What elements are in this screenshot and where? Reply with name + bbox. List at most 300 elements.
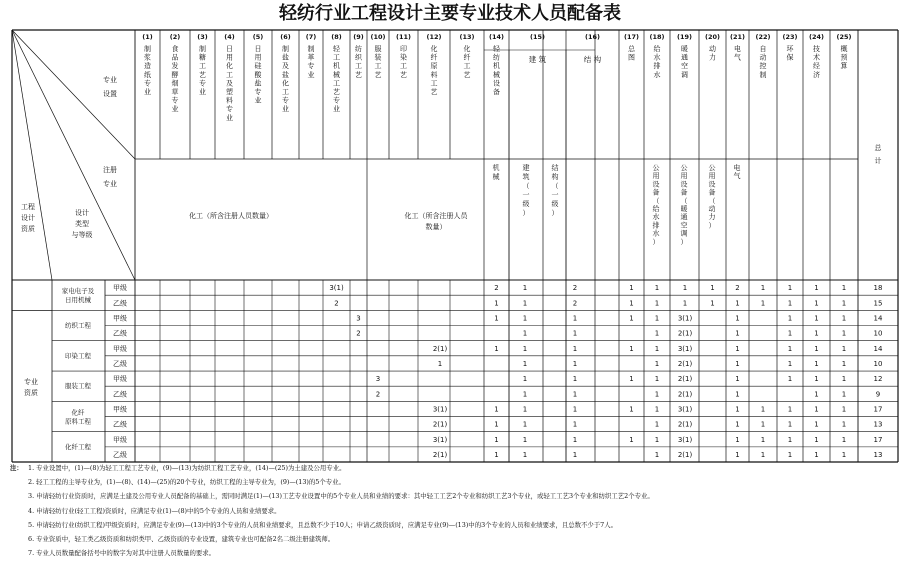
category-name: 印染工程 — [65, 351, 91, 360]
data-cell: 1 — [814, 299, 819, 308]
column-name-11: 艺 — [400, 70, 407, 79]
column-name-12: 化 — [430, 45, 438, 53]
grade-label: 乙级 — [113, 451, 127, 460]
column-name-5: 酸 — [254, 70, 262, 79]
data-cell: 1 — [654, 420, 660, 429]
data-cell: 1 — [787, 405, 793, 414]
column-name-18: 水 — [653, 70, 661, 79]
column-name-14: 设 — [493, 79, 500, 88]
registered-struct: （ — [551, 182, 559, 190]
data-cell: 1 — [654, 405, 660, 414]
column-name-8: 械 — [333, 70, 340, 79]
registered-water: 用 — [652, 172, 660, 181]
column-number: (15) — [530, 33, 545, 41]
column-name-17: 总 — [628, 45, 635, 53]
column-name-9: 艺 — [355, 70, 362, 79]
data-cell: 3(1) — [677, 344, 693, 353]
column-name-24: 经 — [813, 62, 820, 71]
data-cell: 1 — [841, 360, 847, 369]
registered-hvac: 空 — [680, 221, 688, 230]
total-header: 总 — [874, 144, 882, 152]
data-cell: 1 — [629, 405, 634, 414]
data-cell: 1 — [494, 314, 499, 323]
column-number: (1) — [142, 33, 153, 41]
grade-label: 乙级 — [113, 360, 127, 369]
row-total: 9 — [875, 390, 881, 399]
data-cell: 1 — [735, 299, 740, 308]
registered-struct: ） — [551, 209, 559, 217]
column-name-1: 业 — [144, 88, 151, 96]
corner-label-registered: 专业 — [103, 180, 117, 188]
data-cell: 1 — [654, 329, 660, 338]
registered-mech: 械 — [492, 173, 500, 181]
data-cell: 1 — [572, 360, 578, 369]
registered-hvac: 通 — [680, 213, 688, 222]
column-number: (14) — [489, 33, 504, 41]
data-cell: 1 — [572, 390, 578, 399]
grade-label: 乙级 — [113, 299, 127, 308]
data-cell: 1 — [494, 344, 499, 353]
column-name-14: 备 — [493, 88, 500, 96]
corner-label-design-type: 设计 — [75, 209, 89, 217]
data-cell: 1 — [760, 405, 766, 414]
note-line-4 — [10, 504, 895, 518]
registered-arch: 筑 — [522, 173, 530, 181]
data-cell: 1 — [787, 435, 793, 444]
registered-water: 设 — [652, 180, 660, 189]
registered-water: ） — [652, 237, 660, 246]
column-name-13: 工 — [463, 62, 471, 71]
column-name-25: 预 — [840, 53, 848, 62]
data-cell: 1 — [814, 360, 819, 369]
column-name-25: 算 — [840, 62, 848, 71]
column-name-15: 建 筑 — [528, 55, 547, 64]
note-line-5 — [10, 518, 895, 532]
data-cell: 1 — [787, 284, 793, 293]
data-cell: 1 — [787, 360, 793, 369]
data-cell: 1 — [522, 360, 528, 369]
column-name-24: 济 — [813, 70, 820, 79]
data-cell: 1 — [814, 451, 819, 460]
registered-arch: （ — [522, 182, 530, 190]
row-total: 17 — [873, 405, 883, 414]
data-cell: 2 — [356, 329, 361, 338]
note-item: 5. 申请轻纺行业(纺织工程)甲级资质时，应满足专业(9)—(13)中的3个专业的人员和业绩要求，且总数不少于10人；申请乙级资质时，应满足专业(9)—(13)中的3个专业的人员和业绩要求，且总数不少于7人。 — [28, 520, 618, 529]
column-name-24: 术 — [813, 53, 820, 62]
corner-label-design-type: 类型 — [75, 220, 89, 228]
column-name-20: 力 — [709, 53, 716, 62]
data-cell: 1 — [572, 420, 578, 429]
data-cell: 1 — [494, 299, 499, 308]
column-number: (6) — [280, 33, 291, 41]
data-cell: 1 — [787, 344, 793, 353]
data-cell: 1 — [522, 284, 528, 293]
registered-water: （ — [652, 196, 660, 205]
registered-power: 备 — [708, 188, 716, 197]
data-cell: 2(1) — [677, 420, 693, 429]
column-name-5: 专 — [254, 88, 262, 96]
data-cell: 1 — [841, 375, 847, 384]
data-cell: 1 — [494, 451, 499, 460]
column-name-14: 械 — [493, 70, 500, 79]
column-name-13: 纤 — [463, 53, 471, 62]
data-cell: 2 — [494, 284, 499, 293]
column-name-8: 专 — [333, 96, 340, 105]
data-cell: 1 — [735, 375, 740, 384]
column-name-5: 硅 — [254, 62, 262, 71]
registered-power: ） — [708, 221, 716, 230]
data-cell: 1 — [814, 329, 819, 338]
registered-struct: 级 — [551, 200, 559, 208]
data-cell: 2 — [334, 299, 339, 308]
column-name-8: 机 — [333, 62, 340, 71]
registered-power: 力 — [708, 213, 716, 222]
data-cell: 1 — [841, 420, 847, 429]
corner-label-design-type: 与等级 — [71, 231, 93, 239]
registered-elec: 气 — [733, 172, 741, 181]
column-name-2: 草 — [171, 88, 179, 96]
category-group-label: 专业 — [24, 378, 38, 387]
column-name-1: 制 — [144, 45, 151, 53]
registered-hvac: 调 — [680, 229, 688, 238]
registered-water: 给 — [652, 205, 660, 213]
data-cell: 1 — [814, 435, 819, 444]
data-cell: 1 — [841, 435, 847, 444]
data-cell: 1 — [572, 344, 578, 353]
data-cell: 1 — [629, 375, 634, 384]
data-cell: 2(1) — [677, 360, 693, 369]
note-item: 3. 申请轻纺行业资质时，应满足土建及公用专业人员配备的基础上，需同时满足(1)—(13)工艺专业设置中的5个专业人员和业绩的要求：其中轻工工艺2个专业和纺织工艺3个专业，或轻工工艺3个专业和纺织工艺2个专业。 — [28, 492, 654, 501]
data-cell: 1 — [814, 314, 819, 323]
data-cell: 1 — [760, 299, 766, 308]
data-cell: 2(1) — [677, 375, 693, 384]
data-cell: 1 — [760, 420, 766, 429]
table-text — [21, 33, 883, 459]
data-cell: 1 — [522, 344, 528, 353]
column-name-11: 印 — [400, 45, 407, 53]
registered-chem-group-2: 数量） — [425, 223, 447, 231]
data-cell: 1 — [494, 405, 499, 414]
column-number: (4) — [224, 33, 235, 41]
column-number: (7) — [305, 33, 317, 41]
data-cell: 2(1) — [432, 344, 448, 353]
data-cell: 1 — [437, 360, 443, 369]
data-cell: 1 — [572, 405, 578, 414]
data-cell: 1 — [841, 299, 847, 308]
note-item: 1. 专业设置中，(1)—(8)为轻工工程工艺专业，(9)—(13)为纺织工程工艺专业，(14)—(25)为土建及公用专业。 — [28, 464, 346, 472]
data-cell: 1 — [522, 451, 528, 460]
category-name: 原料工程 — [65, 417, 91, 426]
column-name-6: 及 — [282, 62, 289, 71]
data-cell: 1 — [735, 390, 740, 399]
column-name-13: 艺 — [463, 70, 471, 79]
registered-arch: 级 — [522, 200, 530, 208]
column-name-14: 轻 — [493, 45, 500, 53]
data-cell: 1 — [654, 299, 660, 308]
column-number: (24) — [809, 33, 824, 41]
column-name-12: 纤 — [430, 53, 438, 62]
column-name-21: 电 — [734, 45, 741, 53]
data-cell: 1 — [572, 375, 578, 384]
registered-struct: 构 — [551, 173, 559, 181]
data-cell: 2(1) — [677, 329, 693, 338]
data-cell: 1 — [494, 420, 499, 429]
data-cell: 1 — [735, 420, 740, 429]
column-name-11: 染 — [400, 53, 407, 62]
data-cell: 1 — [654, 344, 660, 353]
column-name-2: 发 — [171, 62, 179, 71]
column-number: (3) — [197, 33, 208, 41]
registered-hvac: 用 — [680, 172, 688, 181]
column-name-2: 酵 — [171, 70, 179, 79]
registered-water: 水 — [652, 213, 660, 222]
data-cell: 1 — [841, 405, 847, 414]
column-name-14: 机 — [493, 62, 500, 71]
column-name-19: 调 — [681, 70, 688, 79]
column-name-19: 暖 — [681, 45, 688, 53]
data-cell: 3(1) — [677, 405, 693, 414]
category-name: 家电电子及 — [61, 287, 95, 296]
data-cell: 2(1) — [432, 451, 448, 460]
data-cell: 1 — [629, 284, 634, 293]
column-number: (17) — [624, 33, 639, 41]
note-item: 6. 专业资质中，轻工类乙级资质和纺织类甲、乙级资质的专业设置，建筑专业也可配备2名二级注册建筑师。 — [28, 535, 335, 544]
grade-label: 甲级 — [113, 405, 127, 414]
column-name-4: 日 — [226, 45, 233, 53]
column-name-4: 专 — [226, 105, 233, 114]
row-total: 17 — [873, 435, 883, 444]
corner-label-qualification: 工程 — [21, 203, 35, 211]
column-name-6: 工 — [282, 88, 289, 96]
row-total: 13 — [873, 451, 883, 460]
data-cell: 2(1) — [677, 390, 693, 399]
registered-hvac: 公 — [680, 164, 688, 172]
data-cell: 1 — [760, 435, 766, 444]
column-name-10: 艺 — [374, 70, 382, 79]
corner-label-qualification: 设计 — [21, 214, 35, 222]
column-name-5: 日 — [254, 45, 262, 53]
grade-label: 甲级 — [113, 314, 127, 323]
column-number: (19) — [677, 33, 692, 41]
data-cell: 2 — [572, 299, 578, 308]
registered-hvac: 备 — [680, 188, 688, 197]
column-name-16: 结 构 — [583, 55, 602, 64]
registered-arch: 建 — [522, 164, 530, 172]
data-cell: 1 — [654, 314, 660, 323]
note-item: 4. 申请轻纺行业(轻工工程)资质时，应满足专业(1)—(8)中的5个专业的人员和业绩要求。 — [28, 506, 281, 515]
registered-hvac: 暖 — [680, 205, 688, 213]
data-cell: 1 — [522, 390, 528, 399]
registered-elec: 电 — [733, 164, 741, 172]
column-name-2: 专 — [171, 96, 179, 105]
row-total: 18 — [873, 284, 883, 293]
data-cell: 1 — [629, 314, 634, 323]
column-name-14: 纺 — [493, 53, 500, 62]
column-number: (13) — [459, 33, 475, 41]
data-cell: 1 — [814, 390, 819, 399]
row-total: 14 — [873, 314, 883, 323]
row-total: 12 — [873, 375, 883, 384]
data-cell: 1 — [814, 405, 819, 414]
column-name-13: 化 — [463, 45, 471, 53]
column-name-23: 环 — [786, 45, 794, 53]
registered-mech: 机 — [492, 164, 500, 172]
row-total: 14 — [873, 344, 883, 353]
row-total: 10 — [873, 360, 883, 369]
column-name-2: 品 — [171, 53, 179, 62]
note-item: 2. 轻工工程的主导专业为，(1)—(8)、(14)—(25)的20个专业，纺织工程的主导专业为，(9)—(13)的5个专业。 — [28, 478, 345, 487]
category-name: 日用机械 — [65, 296, 91, 305]
category-name: 纺织工程 — [65, 321, 91, 330]
registered-chem-group-2: 化工（所含注册人员 — [404, 212, 468, 220]
registered-struct: 一 — [551, 191, 559, 199]
category-name: 化纤工程 — [65, 442, 91, 451]
column-name-3: 糖 — [199, 53, 206, 62]
data-cell: 1 — [787, 420, 793, 429]
column-name-8: 艺 — [333, 88, 340, 96]
column-name-19: 空 — [681, 62, 688, 71]
column-number: (23) — [782, 33, 798, 41]
column-name-10: 装 — [374, 53, 382, 62]
column-name-1: 浆 — [144, 53, 151, 62]
data-cell: 1 — [572, 314, 578, 323]
column-name-1: 造 — [144, 62, 151, 71]
column-number: (10) — [370, 33, 386, 41]
column-name-8: 工 — [333, 79, 340, 88]
grade-label: 甲级 — [113, 435, 127, 444]
data-cell: 3(1) — [677, 435, 693, 444]
data-cell: 1 — [654, 375, 660, 384]
registered-water: 水 — [652, 229, 660, 238]
column-number: (8) — [331, 33, 342, 41]
column-name-22: 动 — [759, 53, 767, 62]
column-number: (9) — [353, 33, 364, 41]
column-name-9: 工 — [355, 62, 362, 71]
column-name-21: 气 — [734, 53, 741, 62]
column-number: (2) — [169, 33, 181, 41]
grade-label: 甲级 — [113, 375, 127, 384]
column-name-22: 自 — [759, 45, 767, 53]
column-name-6: 盐 — [282, 70, 289, 79]
column-number: (11) — [396, 33, 411, 41]
column-name-4: 工 — [226, 70, 233, 79]
data-cell: 1 — [682, 284, 688, 293]
grade-label: 甲级 — [113, 344, 127, 353]
column-name-11: 工 — [400, 62, 407, 71]
column-name-1: 专 — [144, 79, 151, 88]
data-cell: 1 — [841, 390, 847, 399]
column-name-7: 革 — [307, 53, 315, 62]
column-name-4: 及 — [226, 79, 233, 88]
data-cell: 1 — [814, 420, 819, 429]
data-cell: 3 — [356, 314, 361, 323]
row-total: 13 — [873, 420, 883, 429]
column-number: (5) — [252, 33, 264, 41]
data-cell: 1 — [735, 405, 740, 414]
data-cell: 1 — [494, 435, 499, 444]
data-cell: 1 — [654, 284, 660, 293]
column-name-5: 用 — [254, 53, 262, 62]
column-name-18: 排 — [653, 62, 661, 71]
column-name-8: 工 — [333, 53, 340, 62]
corner-label-qualification: 资质 — [21, 225, 35, 233]
column-name-6: 化 — [282, 79, 289, 88]
data-cell: 1 — [654, 435, 660, 444]
column-name-12: 原 — [430, 62, 438, 71]
column-name-3: 专 — [199, 79, 206, 88]
data-cell: 2 — [572, 284, 578, 293]
column-name-5: 业 — [254, 96, 262, 105]
column-name-7: 制 — [307, 45, 315, 53]
data-cell: 1 — [522, 405, 528, 414]
category-group-label: 资质 — [24, 389, 38, 398]
data-cell: 1 — [735, 314, 740, 323]
registered-power: 公 — [708, 164, 716, 172]
column-name-3: 业 — [199, 88, 206, 96]
grade-label: 乙级 — [113, 329, 127, 338]
data-cell: 1 — [735, 329, 740, 338]
data-cell: 1 — [841, 451, 847, 460]
data-cell: 1 — [841, 314, 847, 323]
data-cell: 1 — [682, 299, 688, 308]
data-cell: 1 — [572, 451, 578, 460]
column-name-6: 盐 — [282, 53, 289, 62]
data-cell: 2 — [735, 284, 740, 293]
data-cell: 1 — [735, 451, 740, 460]
column-name-20: 动 — [709, 45, 716, 53]
column-name-6: 制 — [282, 45, 289, 53]
column-number: (20) — [705, 33, 720, 41]
data-cell: 1 — [787, 375, 793, 384]
note-line-3 — [10, 489, 895, 503]
registered-hvac: （ — [680, 196, 688, 205]
column-name-5: 盐 — [254, 79, 262, 88]
data-cell: 1 — [841, 284, 847, 293]
column-name-8: 业 — [333, 105, 340, 114]
grade-label: 乙级 — [113, 390, 127, 399]
data-cell: 1 — [841, 329, 847, 338]
registered-water: 公 — [652, 164, 660, 172]
data-cell: 1 — [572, 329, 578, 338]
notes-lead: 注： — [10, 464, 23, 472]
data-cell: 1 — [654, 390, 660, 399]
column-name-7: 业 — [307, 70, 315, 79]
column-name-10: 服 — [374, 45, 382, 53]
data-cell: 3(1) — [432, 435, 448, 444]
data-cell: 1 — [629, 435, 634, 444]
data-cell: 1 — [572, 435, 578, 444]
registered-hvac: ） — [680, 237, 688, 246]
column-name-9: 纺 — [355, 45, 362, 53]
registered-hvac: 设 — [680, 180, 688, 189]
note-line-6 — [10, 532, 895, 546]
data-cell: 1 — [629, 299, 634, 308]
column-name-22: 制 — [759, 70, 767, 79]
column-name-4: 化 — [226, 62, 233, 71]
category-name: 服装工程 — [65, 382, 91, 391]
column-name-4: 用 — [226, 53, 233, 62]
data-cell: 2(1) — [432, 420, 448, 429]
column-name-2: 食 — [171, 45, 179, 53]
column-name-23: 保 — [786, 53, 794, 62]
data-cell: 1 — [787, 451, 793, 460]
grade-label: 甲级 — [113, 284, 127, 293]
column-name-12: 工 — [430, 79, 438, 88]
data-cell: 2 — [375, 390, 381, 399]
column-name-17: 图 — [628, 53, 635, 62]
note-line-7 — [10, 546, 895, 560]
column-name-4: 业 — [226, 113, 233, 122]
